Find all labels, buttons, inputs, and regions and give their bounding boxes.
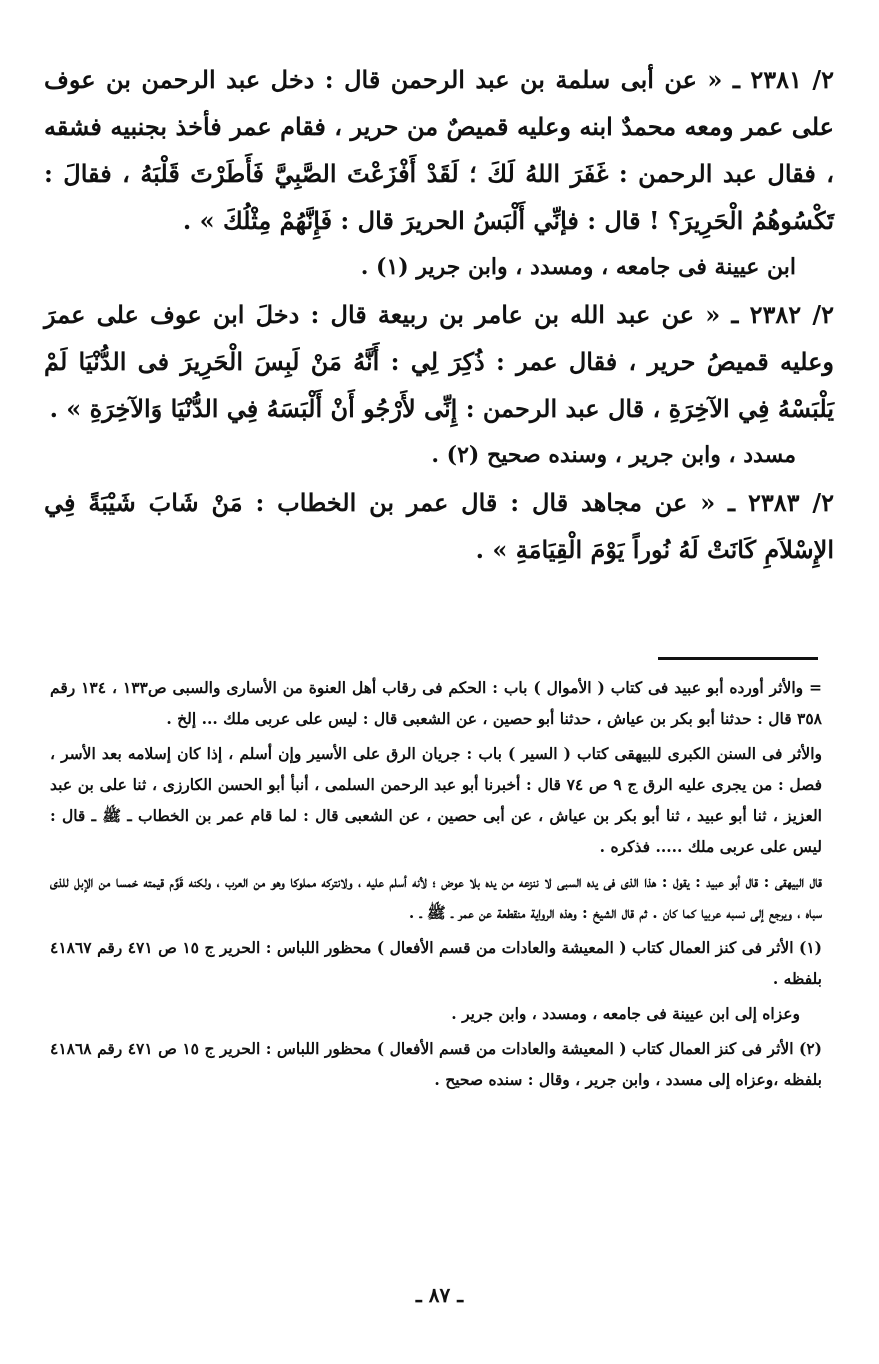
page-number: ـ ٨٧ ـ bbox=[415, 1283, 464, 1307]
footnote-divider bbox=[658, 657, 818, 660]
footnotes bbox=[50, 672, 822, 1099]
footnote-1: (١) الأثر فى كنز العمال كتاب ( المعيشة والعادات من قسم الأفعال ) محظور اللباس : الحرير ج ١٥ ص ٤٧١ رقم ٤١٨٦٧ بلفظه . bbox=[50, 938, 822, 988]
footnote-1-attribution: وعزاه إلى ابن عيينة فى جامعه ، ومسدد ، وابن جرير . bbox=[451, 1004, 800, 1023]
note-bayhaqi-sunan: والأثر فى السنن الكبرى للبيهقى كتاب ( السير ) باب : جريان الرق على الأسير وإن أسلم ، إذا كان إسلامه بعد الأسر ، فصل : من يجرى عليه الرق ج ٩ ص ٧٤ قال : أخبرنا أبو عبد الرحمن السلمى ، أنبأ أبو الحسن الكارزى ، ثنا على بن عبد العزيز ، ثنا أبو عبيد ، ثنا أبو بكر بن عياش ، عن أبى حصين ، عن الشعبى قال : لما قام عمر بن الخطاب ـ ﷺ ـ قال : ليس على عربى ملك ..... فذكره . bbox=[50, 744, 822, 856]
note-bayhaqi-comment: قال البيهقى : قال أبو عبيد : يقول : هذا الذى فى يده السبى لا ننزعه من يده بلا عوض ؛ لأنه أسلم عليه ، ولانتركه مملوكا وهو من العرب ، ولكنه قَوَّم قيمته خمسا من الإبل للذى سباه ، ويرجع إلى نسبه عربيا كما كان . ثم قال الشيخ : وهذه الرواية منقطعة عن عمر ـ ﷺ ـ . bbox=[50, 872, 822, 922]
hadith-2382-source: مسدد ، وابن جرير ، وسنده صحيح (٢) . bbox=[431, 442, 796, 468]
footnote-2: (٢) الأثر فى كنز العمال كتاب ( المعيشة والعادات من قسم الأفعال ) محظور اللباس : الحرير ج ١٥ ص ٤٧١ رقم ٤١٨٦٨ بلفظه ،وعزاه إلى مسدد ، وابن جرير ، وقال : سنده صحيح . bbox=[50, 1039, 822, 1089]
hadith-2382: ٢/ ٢٣٨٢ ـ « عن عبد الله بن عامر بن ربيعة قال : دخلَ ابن عوف على عمرَ وعليه قميصُ حرير ، فقال عمر : ذُكِرَ لِي : أَنَّهُ مَنْ لَبِسَ الْحَرِيرَ فى الدُّنْيَا لَمْ يَلْبَسْهُ فِي الآخِرَةِ ، قال عبد الرحمن : إِنِّى لأَرْجُو أَنْ أَلْبَسَهُ فِي الدُّنْيَا وَالآخِرَةِ » . bbox=[44, 300, 834, 423]
hadith-2383: ٢/ ٢٣٨٣ ـ « عن مجاهد قال : قال عمر بن الخطاب : مَنْ شَابَ شَيْبَةً فِي الإِسْلاَمِ كَانَتْ لَهُ نُوراً يَوْمَ الْقِيَامَةِ » . bbox=[44, 488, 835, 564]
hadith-2381: ٢/ ٢٣٨١ ـ « عن أبى سلمة بن عبد الرحمن قال : دخل عبد الرحمن بن عوف على عمر ومعه محمدٌ ابنه وعليه قميصٌ من حرير ، فقام عمر فأخذ بجنبيه فشقه ، فقال عبد الرحمن : غَفَرَ اللهُ لَكَ ؛ لَقَدْ أَفْزَعْتَ الصَّبِيَّ فَأَطَرْتَ قَلْبَهُ ، فقالَ : تَكْسُوهُمُ الْحَرِيرَ؟ ! قال : فإنِّي أَلْبَسُ الحريرَ قال : فَإِنَّهُمْ مِثْلُكَ » . bbox=[44, 65, 834, 235]
hadith-2381-source: ابن عيينة فى جامعه ، ومسدد ، وابن جرير (١) . bbox=[360, 254, 796, 280]
main-text bbox=[44, 56, 834, 573]
note-continued-abu-ubaid: = والأثر أورده أبو عبيد فى كتاب ( الأموال ) باب : الحكم فى رقاب أهل العنوة من الأسارى والسبى ص١٣٣ ، ١٣٤ رقم ٣٥٨ قال : حدثنا أبو بكر بن عياش ، حدثنا أبو حصين ، عن الشعبى قال : ليس على عربى ملك ... إلخ . bbox=[50, 678, 822, 728]
